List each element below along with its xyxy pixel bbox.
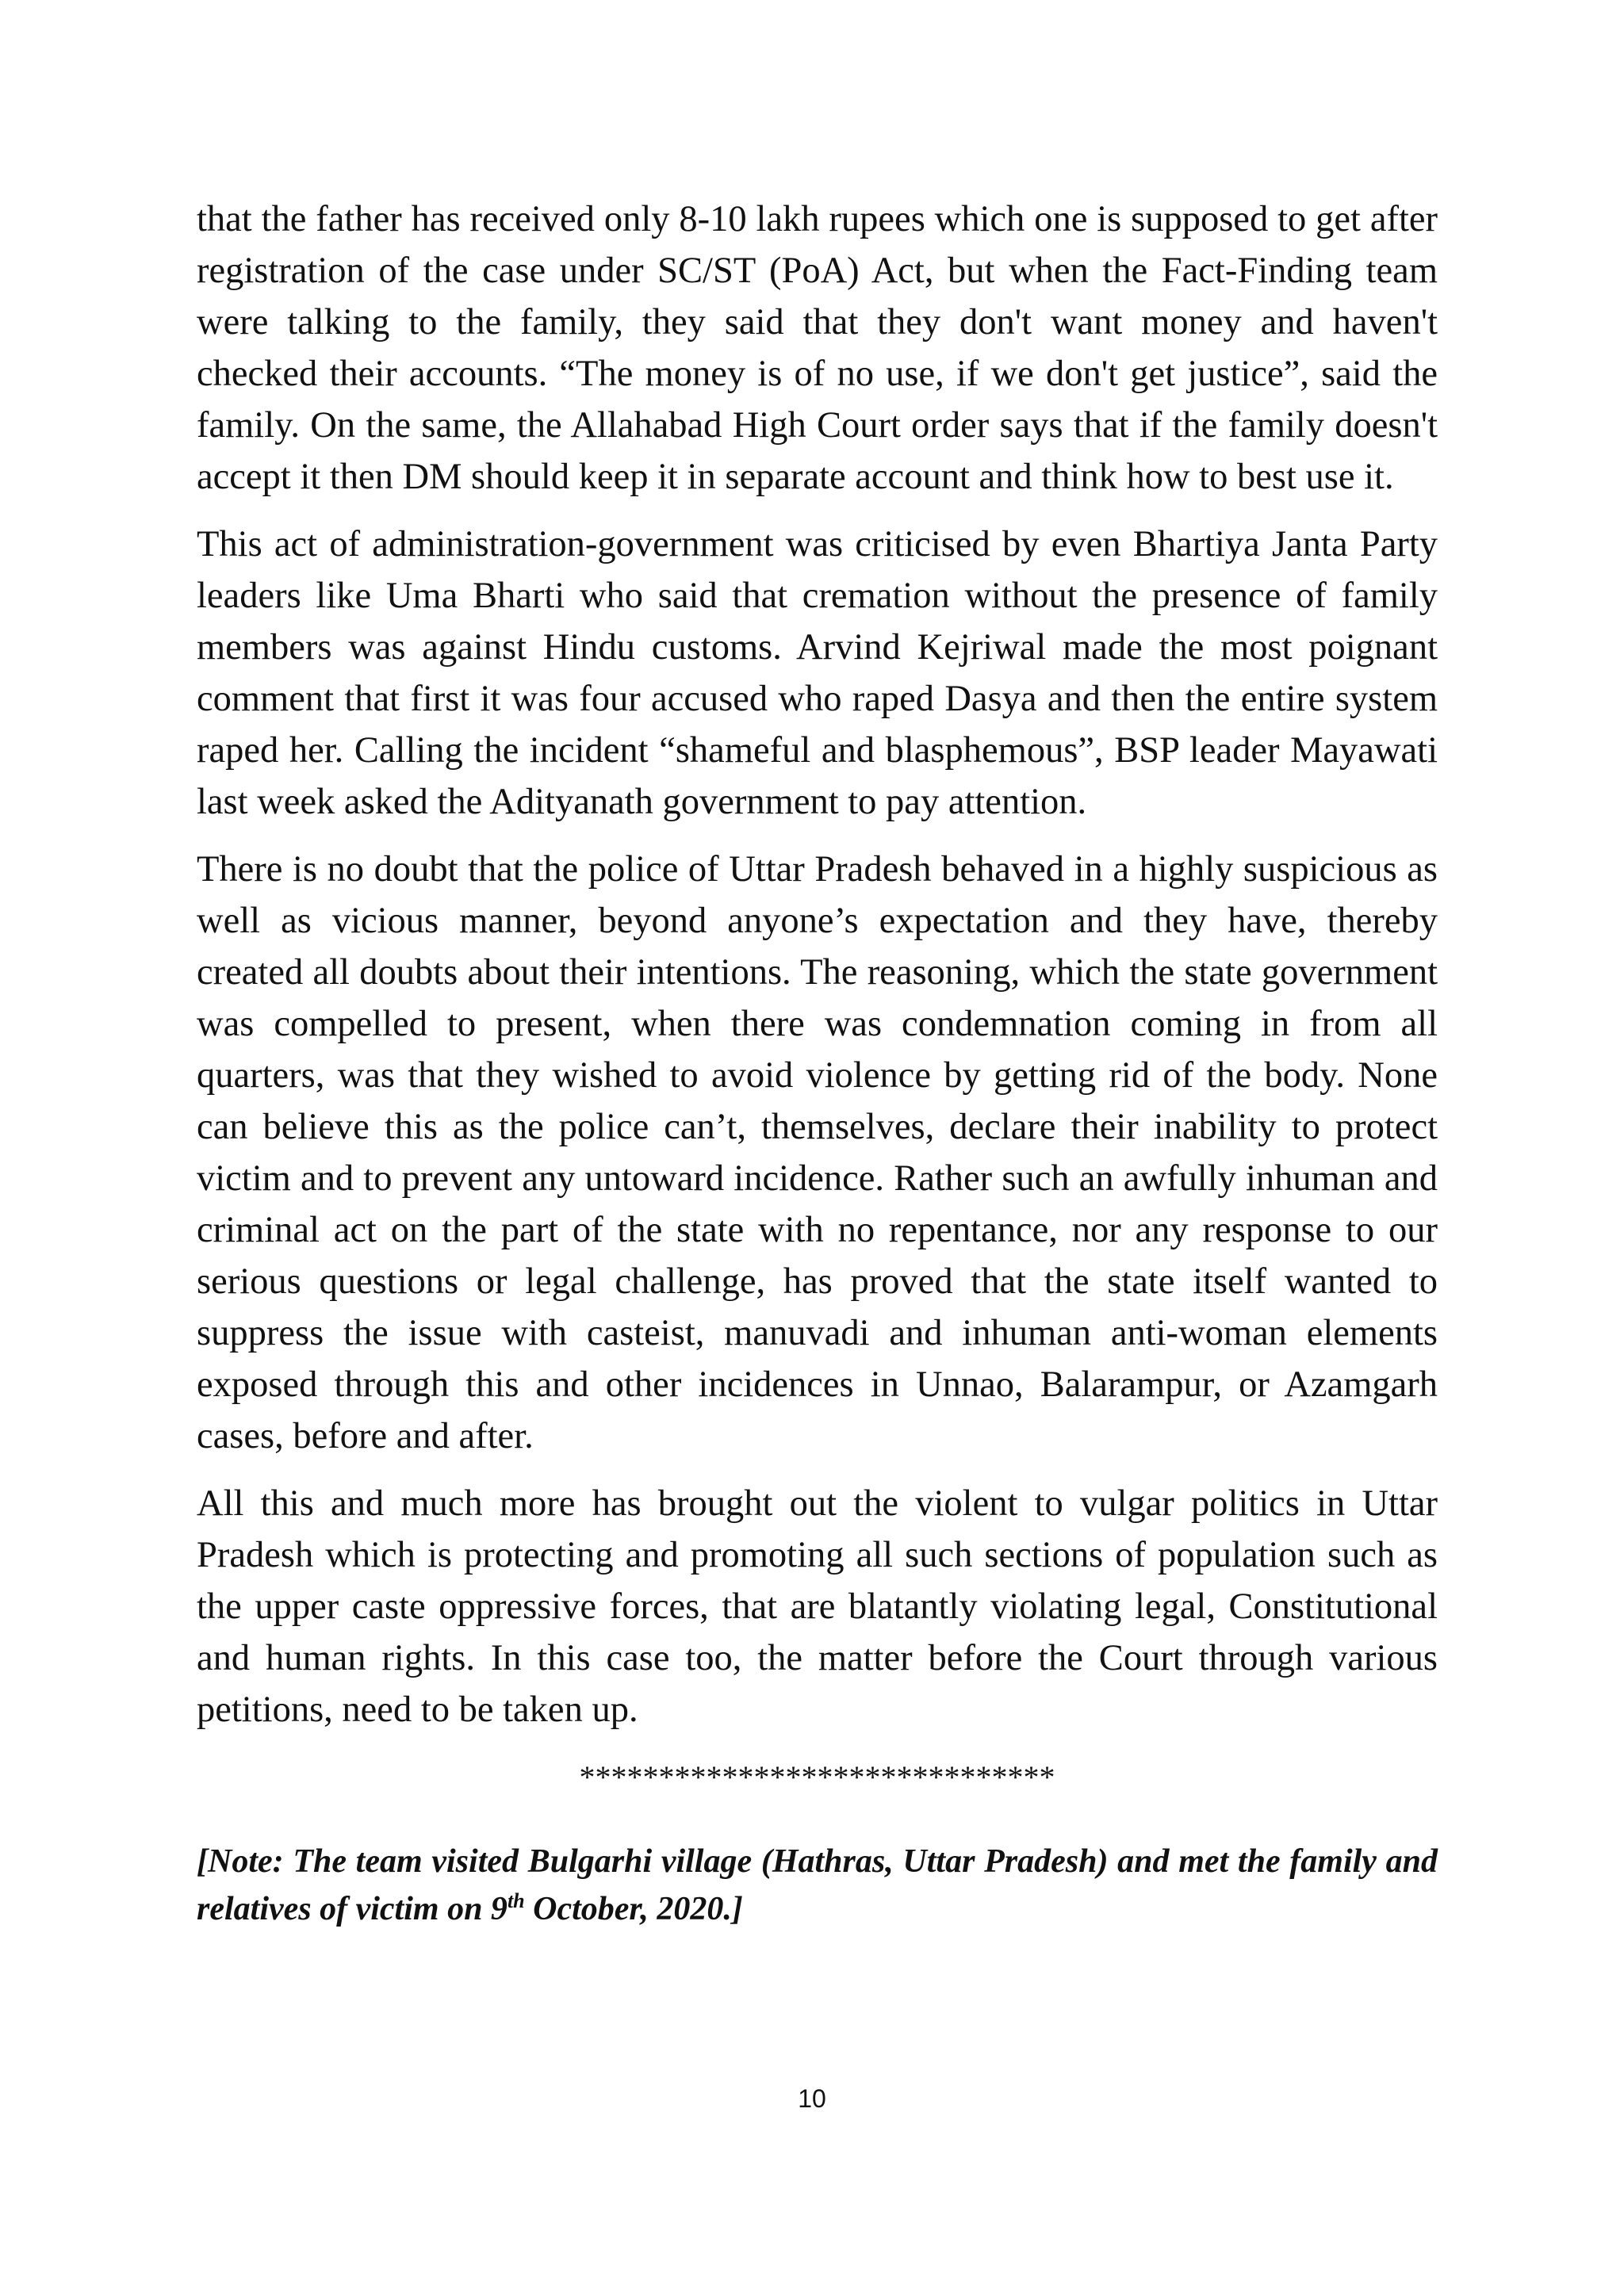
document-body (197, 193, 1438, 1933)
page-number: 10 (798, 2084, 826, 2113)
paragraph-political-criticism: This act of administration-government was criticised by even Bhartiya Janta Party leaders like Uma Bharti who said that cremation without the presence of family members was against Hindu customs. Arvind Kejriwal made the most poignant comment that first it was four accused who raped Dasya and then the entire system raped her. Calling the incident “shameful and blasphemous”, BSP leader Mayawati last week asked the Adityanath government to pay attention. (197, 524, 1438, 822)
visit-note-date: October, 2020.] (524, 1891, 743, 1927)
visit-note-ordinal: th (507, 1889, 525, 1912)
paragraph-police-conduct: There is no doubt that the police of Uttar Pradesh behaved in a highly suspicious as well as vicious manner, beyond anyone’s expectation and they have, thereby created all doubts about their intentions. The reasoning, which the state government was compelled to present, when there was condemnation coming in from all quarters, was that they wished to avoid violence by getting rid of the body. None can believe this as the police can’t, themselves, declare their inability to protect victim and to prevent any untoward incidence. Rather such an awfully inhuman and criminal act on the part of the state with no repentance, nor any response to our serious questions or legal challenge, has proved that the state itself wanted to suppress the issue with casteist, manuvadi and inhuman anti-woman elements exposed through this and other incidences in Unnao, Balarampur, or Azamgarh cases, before and after. (197, 849, 1438, 1456)
paragraph-conclusion: All this and much more has brought out the violent to vulgar politics in Uttar Pradesh which is protecting and promoting all such sections of population such as the upper caste oppressive forces, that are blatantly violating legal, Constitutional and human rights. In this case too, the matter before the Court through various petitions, need to be taken up. (197, 1483, 1438, 1730)
paragraph-compensation: that the father has received only 8-10 lakh rupees which one is supposed to get after registration of the case under SC/ST (PoA) Act, but when the Fact-Finding team were talking to the family, they said that they don't want money and haven't checked their accounts. “The money is of no use, if we don't get justice”, said the family. On the same, the Allahabad High Court order says that if the family doesn't accept it then DM should keep it in separate account and think how to best use it. (197, 199, 1438, 497)
section-divider: ****************************** (579, 1759, 1055, 1795)
visit-note-text: [Note: The team visited Bulgarhi village (Hathras, Uttar Pradesh) and met the family and relatives of victim on 9 (197, 1843, 1438, 1927)
visit-note (197, 1838, 1438, 1933)
